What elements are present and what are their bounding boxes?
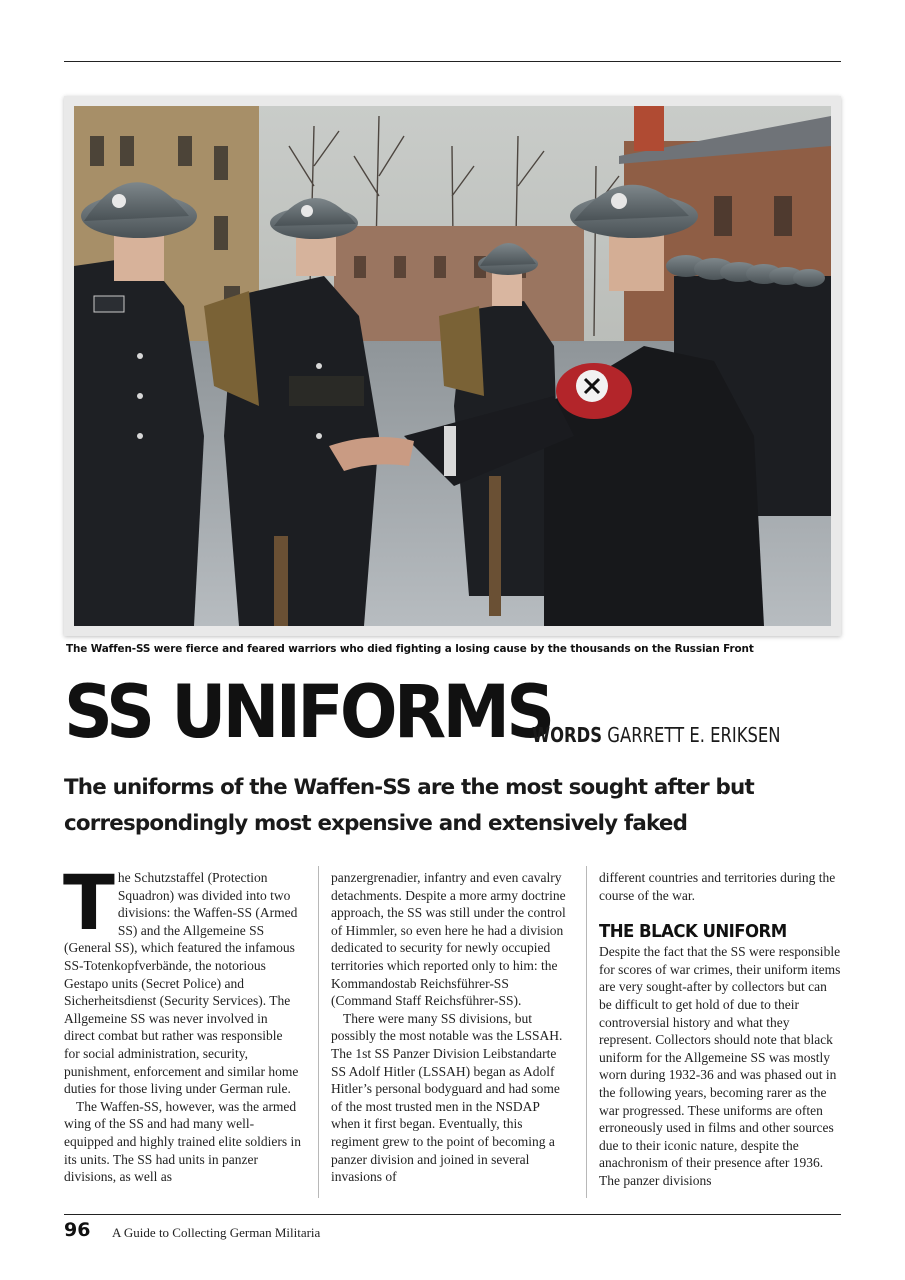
body-paragraph: The Waffen-SS, however, was the armed wing of the SS and had many well-equipped and highly trained elite soldiers in its units. The SS had units in panzer divisions, as well as bbox=[64, 1098, 301, 1185]
byline bbox=[532, 723, 781, 747]
article-title: SS UNIFORMS bbox=[64, 670, 552, 755]
page-number: 96 bbox=[64, 1219, 91, 1241]
publication-title: A Guide to Collecting German Militaria bbox=[112, 1225, 321, 1240]
body-paragraph: panzergrenadier, infantry and even cavalry detachments. Despite a more army doctrine approach, the SS was still under the control of Himmler, so even here he had a division dedicated to security for newly occupied territories which reported only to him: the Kommandostab Reichsführer-SS (Command Staff Reichsführer-SS). bbox=[331, 870, 566, 1009]
body-column-3 bbox=[599, 869, 842, 1190]
body-paragraph: different countries and territories during the course of the war. bbox=[599, 870, 836, 903]
column-divider bbox=[318, 866, 319, 1198]
body-paragraph: There were many SS divisions, but possibly the most notable was the LSSAH. The 1st SS Panzer Division Leibstandarte SS Adolf Hitler (LSSAH) began as Adolf Hitler’s personal bodyguard and had some of the most trusted men in the NSDAP when it first began. Eventually, this regiment grew to the point of becoming a panzer division and joined in several invasions of bbox=[331, 1010, 563, 1185]
byline-label: WORDS bbox=[532, 723, 603, 747]
photo-frame bbox=[64, 96, 841, 636]
body-column-1 bbox=[63, 858, 301, 1186]
body-paragraph: Despite the fact that the SS were responsible for scores of war crimes, their uniform items are very sought-after by collectors but can be difficult to get hold of due to their controversial history and what they represent. Collectors should note that black uniform for the Allgemeine SS was mostly worn during 1932-36 and was phased out in the following years, becoming rarer as the war progressed. These uniforms are often erroneously used in films and other sources due to their iconic nature, despite the anachronism of their presence after 1936. The panzer divisions bbox=[599, 944, 841, 1188]
drop-cap: T bbox=[63, 858, 115, 947]
standfirst: The uniforms of the Waffen-SS are the most sought after but correspondingly most expensive and extensively faked bbox=[64, 775, 754, 836]
photo-caption: The Waffen-SS were fierce and feared warriors who died fighting a losing cause by the thousands on the Russian Front bbox=[66, 643, 754, 655]
top-rule bbox=[64, 61, 841, 62]
byline-author: GARRETT E. ERIKSEN bbox=[607, 723, 781, 747]
body-paragraph: he Schutzstaffel (Protection Squadron) was divided into two divisions: the Waffen-SS (Armed SS) and the Allgemeine SS (General SS), which featured the infamous SS-Totenkopfverbände, the notorious Gestapo units (Secret Police) and Sicherheitsdienst (Security Services). The Allgemeine SS was never involved in direct combat but rather was responsible for social administration, security, punishment, enforcement and similar home duties for those living under German rule. bbox=[64, 870, 299, 1097]
column-divider bbox=[586, 866, 587, 1198]
soldiers-photo bbox=[74, 106, 831, 626]
body-column-2 bbox=[331, 869, 568, 1186]
bottom-rule bbox=[64, 1214, 841, 1215]
section-subhead: THE BLACK UNIFORM bbox=[599, 921, 787, 943]
